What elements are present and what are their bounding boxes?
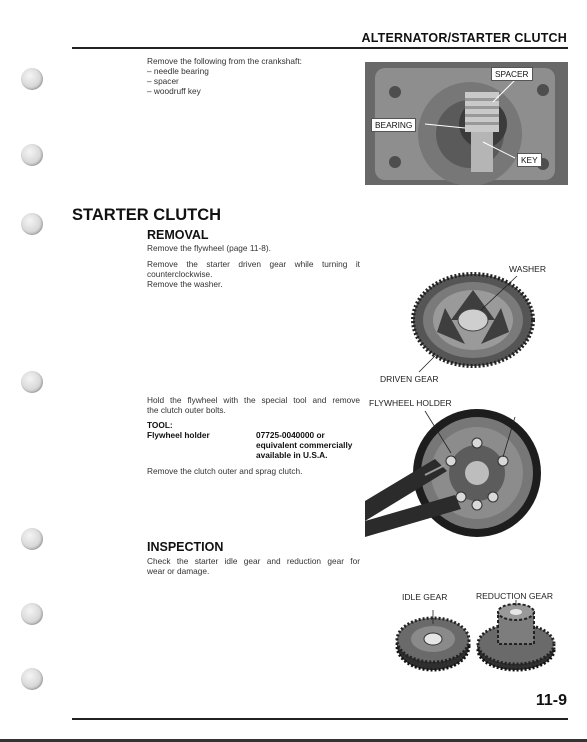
holder-step-line2: the clutch outer bolts.	[147, 405, 226, 415]
removal-list-item: – spacer	[147, 76, 179, 86]
binder-hole	[21, 528, 43, 550]
removal-step-flywheel: Remove the flywheel (page 11-8).	[147, 243, 271, 253]
inspection-step-line2: wear or damage.	[147, 566, 210, 576]
reduction-gear-label: REDUCTION GEAR	[476, 591, 553, 601]
driven-gear-illustration	[405, 268, 555, 376]
binder-hole	[21, 371, 43, 393]
removal-list-item: – woodruff key	[147, 86, 201, 96]
crankshaft-photo	[365, 62, 568, 185]
key-callout: KEY	[517, 153, 542, 167]
page-number: 11-9	[535, 692, 567, 709]
driven-gear-label: DRIVEN GEAR	[380, 374, 439, 384]
footer-rule	[72, 718, 568, 720]
flywheel-holder-label: FLYWHEEL HOLDER	[369, 398, 452, 408]
removal-step-driven-gear-line2: counterclockwise.	[147, 269, 213, 279]
inspection-heading: INSPECTION	[147, 540, 224, 554]
list-item-text: needle bearing	[153, 66, 209, 76]
binder-hole	[21, 668, 43, 690]
holder-step-line1: Hold the flywheel with the special tool and remove	[147, 395, 360, 405]
crankshaft-removal-intro: Remove the following from the crankshaft:	[147, 56, 302, 66]
section-title: STARTER CLUTCH	[72, 206, 222, 224]
idle-gear-illustration	[393, 610, 473, 672]
tool-number-line3: available in U.S.A.	[256, 450, 328, 460]
binder-hole	[21, 68, 43, 90]
binder-hole	[21, 213, 43, 235]
list-item-text: woodruff key	[153, 86, 201, 96]
removal-list-item: – needle bearing	[147, 66, 209, 76]
flywheel-holder-photo	[365, 409, 568, 541]
inspection-step-line1: Check the starter idle gear and reduction gear for	[147, 556, 360, 566]
reduction-gear-illustration	[474, 600, 558, 672]
idle-gear-label: IDLE GEAR	[402, 592, 448, 602]
list-item-text: spacer	[153, 76, 179, 86]
tool-name: Flywheel holder	[147, 430, 210, 440]
bearing-callout: BEARING	[371, 118, 416, 132]
binder-hole	[21, 144, 43, 166]
header-rule	[72, 47, 568, 49]
tool-number-line2: equivalent commercially	[256, 440, 353, 450]
removal-step-clutch-outer: Remove the clutch outer and sprag clutch.	[147, 466, 303, 476]
binder-hole	[21, 603, 43, 625]
removal-step-washer: Remove the washer.	[147, 279, 223, 289]
removal-step-driven-gear-line1: Remove the starter driven gear while turning it	[147, 259, 360, 269]
page-header-title: ALTERNATOR/STARTER CLUTCH	[361, 31, 567, 45]
spacer-callout: SPACER	[491, 67, 533, 81]
tool-number-line1: 07725-0040000 or	[256, 430, 325, 440]
removal-heading: REMOVAL	[147, 228, 209, 242]
tool-heading: TOOL:	[147, 420, 173, 430]
washer-label: WASHER	[509, 264, 546, 274]
